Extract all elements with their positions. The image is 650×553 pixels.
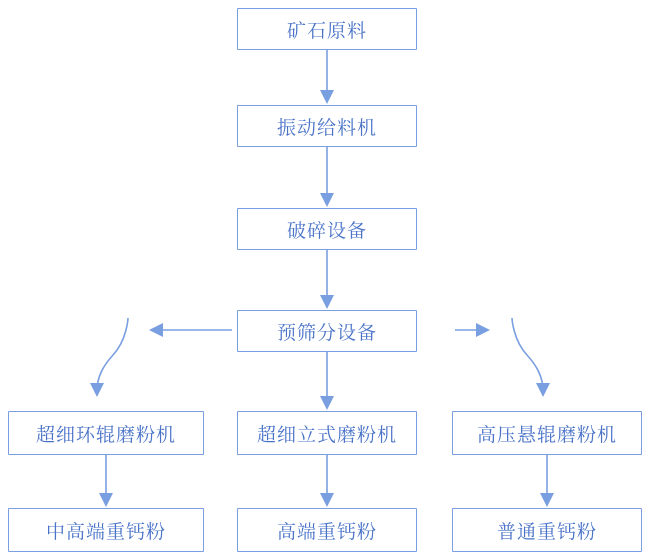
connector-raw-to-feeder (320, 50, 334, 104)
connector-screening-to-left (90, 318, 232, 397)
connector-ring-mill-to-mid-high (99, 455, 113, 507)
node-mid-high-grade-powder: 中高端重钙粉 (8, 508, 204, 552)
node-ultrafine-ring-roller-mill: 超细环辊磨粉机 (8, 411, 204, 455)
node-ordinary-powder: 普通重钙粉 (452, 508, 642, 552)
node-crushing-equipment: 破碎设备 (237, 208, 417, 250)
connector-feeder-to-crusher (320, 147, 334, 207)
node-vibrating-feeder: 振动给料机 (237, 105, 417, 147)
node-raw-material: 矿石原料 (237, 8, 417, 50)
node-high-pressure-suspension-roller-mill: 高压悬辊磨粉机 (452, 411, 642, 455)
connector-vertical-mill-to-high (320, 455, 334, 507)
connector-crusher-to-screening (320, 250, 334, 309)
node-ultrafine-vertical-mill: 超细立式磨粉机 (237, 411, 417, 455)
node-high-grade-powder: 高端重钙粉 (237, 508, 417, 552)
connector-screening-to-vertical-mill (320, 352, 334, 410)
node-pre-screening-equipment: 预筛分设备 (237, 310, 417, 352)
connector-screening-to-right (455, 318, 550, 397)
connector-suspension-mill-to-ordinary (540, 455, 554, 507)
